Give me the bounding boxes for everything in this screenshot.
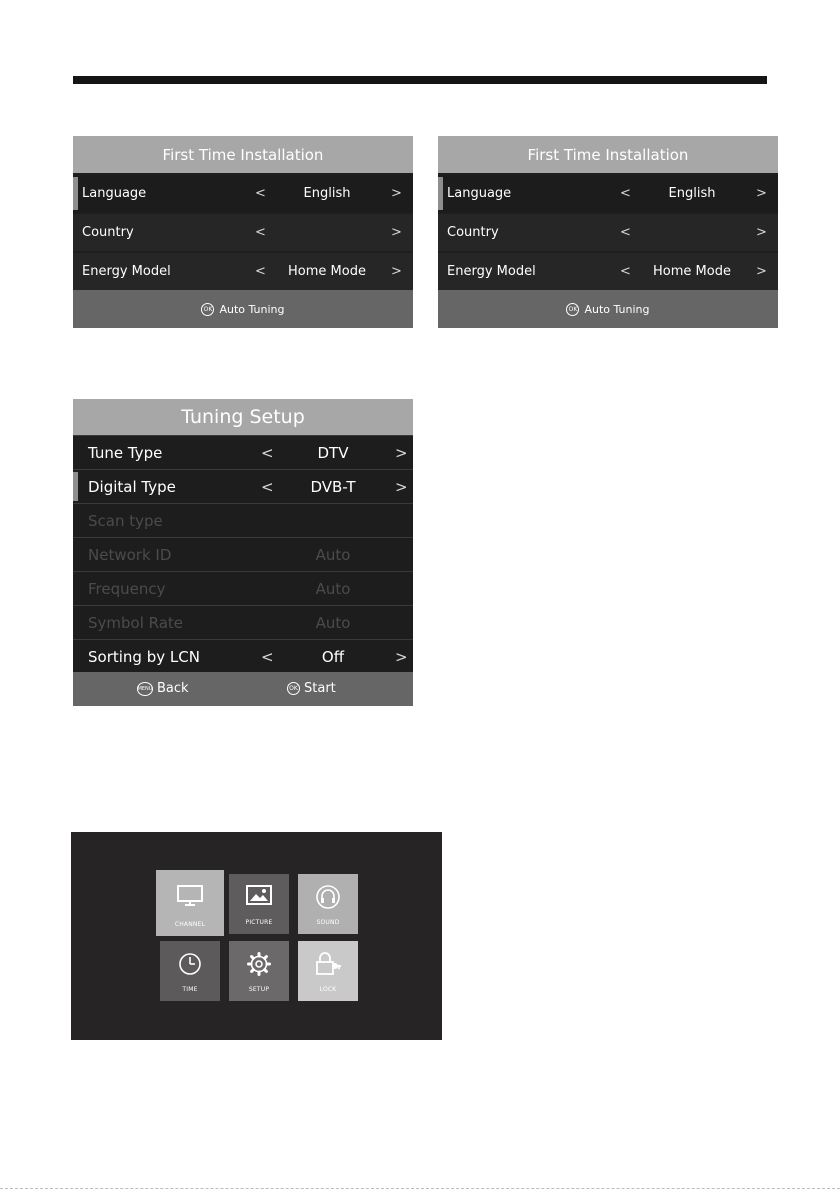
clock-icon xyxy=(177,951,203,977)
row-value: English xyxy=(668,186,716,201)
ok-button-icon: OK xyxy=(201,303,214,316)
menu-tile-sound[interactable] xyxy=(298,874,358,934)
menu-tile-lock[interactable] xyxy=(298,941,358,1001)
row-value: Auto xyxy=(315,613,351,632)
row-value: Home Mode xyxy=(653,264,731,279)
page-edge-line xyxy=(0,1188,840,1189)
arrow-left-icon[interactable]: < xyxy=(620,186,631,201)
country-row[interactable] xyxy=(438,214,778,251)
energy-model-row[interactable] xyxy=(73,253,413,290)
energy-model-row[interactable] xyxy=(438,253,778,290)
row-label: Energy Model xyxy=(447,264,536,279)
row-value: Auto xyxy=(315,545,351,564)
picture-icon xyxy=(245,884,273,906)
row-label: Frequency xyxy=(88,579,166,598)
row-value: Home Mode xyxy=(288,264,366,279)
tuning-setup-panel xyxy=(73,399,413,706)
digital-type-row[interactable] xyxy=(73,469,413,503)
row-label: Tune Type xyxy=(88,443,163,462)
arrow-right-icon[interactable]: > xyxy=(391,264,402,279)
tuning-footer xyxy=(73,672,413,706)
auto-tuning-footer[interactable] xyxy=(73,290,413,328)
row-label: Symbol Rate xyxy=(88,613,184,632)
row-label: Language xyxy=(447,186,512,201)
row-label: Network ID xyxy=(88,545,172,564)
arrow-right-icon[interactable]: > xyxy=(395,477,408,496)
sorting-by-lcn-row[interactable] xyxy=(73,639,413,673)
country-row[interactable] xyxy=(73,214,413,251)
back-label: Back xyxy=(157,681,189,696)
row-label: Country xyxy=(82,225,134,240)
tile-label: SETUP xyxy=(248,986,270,993)
first-time-installation-panel xyxy=(73,136,413,328)
arrow-left-icon[interactable]: < xyxy=(261,443,274,462)
row-label: Digital Type xyxy=(88,477,176,496)
menu-tile-channel[interactable] xyxy=(156,870,224,936)
ok-button-icon: OK xyxy=(287,682,300,695)
tile-label: CHANNEL xyxy=(174,921,206,928)
arrow-right-icon[interactable]: > xyxy=(395,647,408,666)
auto-tuning-label: Auto Tuning xyxy=(584,302,650,316)
language-row[interactable] xyxy=(438,175,778,212)
tile-label: TIME xyxy=(182,986,198,993)
back-button[interactable] xyxy=(137,681,189,696)
language-row[interactable] xyxy=(73,175,413,212)
main-menu-screen xyxy=(71,832,442,1040)
ok-button-icon: OK xyxy=(566,303,579,316)
arrow-left-icon[interactable]: < xyxy=(261,647,274,666)
row-value: Off xyxy=(321,647,345,666)
tile-label: SOUND xyxy=(316,919,340,926)
row-value: Auto xyxy=(315,579,351,598)
arrow-left-icon[interactable]: < xyxy=(255,225,266,240)
panel-title: First Time Installation xyxy=(73,136,413,173)
menu-tile-setup[interactable] xyxy=(229,941,289,1001)
start-button[interactable] xyxy=(287,681,336,696)
arrow-left-icon[interactable]: < xyxy=(620,225,631,240)
arrow-left-icon[interactable]: < xyxy=(620,264,631,279)
menu-tile-picture[interactable] xyxy=(229,874,289,934)
tile-label: LOCK xyxy=(319,986,337,993)
frequency-row xyxy=(73,571,413,605)
row-value: English xyxy=(303,186,351,201)
lock-icon xyxy=(314,951,342,977)
header-rule xyxy=(73,76,767,84)
arrow-right-icon[interactable]: > xyxy=(756,186,767,201)
panel-title: First Time Installation xyxy=(438,136,778,173)
arrow-right-icon[interactable]: > xyxy=(756,264,767,279)
symbol-rate-row xyxy=(73,605,413,639)
arrow-right-icon[interactable]: > xyxy=(391,225,402,240)
gear-icon xyxy=(246,951,272,977)
row-label: Language xyxy=(82,186,147,201)
arrow-right-icon[interactable]: > xyxy=(391,186,402,201)
tile-label: PICTURE xyxy=(245,919,273,926)
row-label: Scan type xyxy=(88,511,163,530)
network-id-row xyxy=(73,537,413,571)
first-time-installation-panel xyxy=(438,136,778,328)
menu-button-icon: MENU xyxy=(137,682,153,696)
arrow-right-icon[interactable]: > xyxy=(756,225,767,240)
arrow-left-icon[interactable]: < xyxy=(255,264,266,279)
auto-tuning-label: Auto Tuning xyxy=(219,302,285,316)
arrow-right-icon[interactable]: > xyxy=(395,443,408,462)
start-label: Start xyxy=(304,681,336,696)
menu-tile-time[interactable] xyxy=(160,941,220,1001)
headphones-icon xyxy=(315,884,341,910)
arrow-left-icon[interactable]: < xyxy=(255,186,266,201)
scan-type-row xyxy=(73,503,413,537)
panel-title: Tuning Setup xyxy=(73,399,413,435)
auto-tuning-footer[interactable] xyxy=(438,290,778,328)
row-label: Energy Model xyxy=(82,264,171,279)
row-value: DTV xyxy=(317,443,349,462)
row-label: Sorting by LCN xyxy=(88,647,200,666)
row-label: Country xyxy=(447,225,499,240)
arrow-left-icon[interactable]: < xyxy=(261,477,274,496)
row-value: DVB-T xyxy=(310,477,356,496)
tune-type-row[interactable] xyxy=(73,435,413,469)
tv-icon xyxy=(175,884,205,908)
